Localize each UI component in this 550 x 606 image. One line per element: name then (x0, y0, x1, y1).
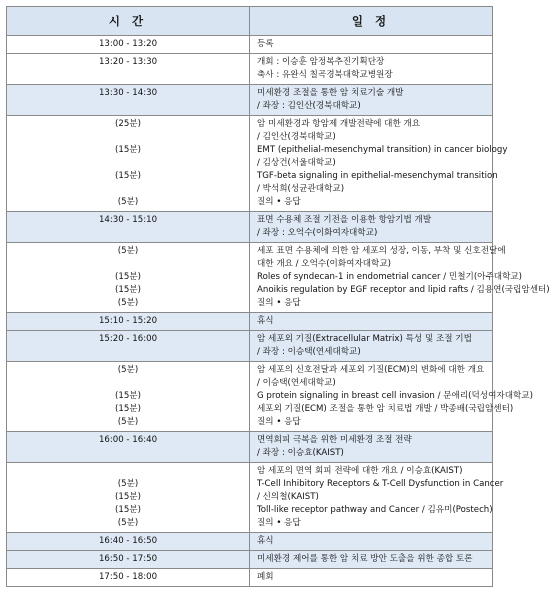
time-label: 16:50 - 17:50 (98, 554, 158, 564)
time-label: 15:20 - 16:00 (98, 334, 158, 344)
time-cell (7, 432, 250, 463)
time-label: (15분) (115, 145, 141, 155)
program-line: 질의 • 응답 (257, 197, 301, 207)
time-cell (7, 463, 250, 533)
program-line: Roles of syndecan-1 in endometrial cancer / 민철기(아주대학교) (257, 272, 523, 282)
time-label: 16:00 - 16:40 (98, 435, 158, 445)
time-label: (15분) (115, 404, 141, 414)
schedule-row (7, 243, 493, 313)
program-line: 등록 (257, 39, 274, 49)
time-label: 13:20 - 13:30 (98, 57, 158, 67)
time-cell (7, 243, 250, 313)
program-line: 표면 수용체 조절 기전을 이용한 항암기법 개발 (257, 215, 432, 225)
program-cell (250, 243, 550, 313)
program-line: Anoikis regulation by EGF receptor and lipid rafts / 김용연(국립암센터) (257, 285, 550, 295)
time-label (9, 157, 247, 170)
time-label: 17:50 - 18:00 (98, 572, 158, 582)
time-label: 13:30 - 14:30 (98, 88, 158, 98)
time-label (9, 131, 247, 144)
time-cell (7, 569, 250, 587)
program-line: / 좌장 : 오억수(이화여자대학교) (257, 228, 378, 238)
time-label: (15분) (115, 505, 141, 515)
time-label: (15분) (115, 492, 141, 502)
program-cell (250, 432, 493, 463)
time-cell (7, 54, 250, 85)
schedule-row (7, 36, 493, 54)
time-label: 13:00 - 13:20 (98, 39, 158, 49)
time-label: (5분) (117, 246, 139, 256)
time-cell (7, 313, 250, 331)
schedule-row (7, 362, 493, 432)
time-cell (7, 331, 250, 362)
program-line: / 김인산(경북대학교) (257, 132, 336, 142)
schedule-row (7, 313, 493, 331)
program-cell (250, 533, 493, 551)
time-cell (7, 36, 250, 54)
schedule-row (7, 85, 493, 116)
time-label: 15:10 - 15:20 (98, 316, 158, 326)
program-line: 휴식 (257, 536, 274, 546)
program-line: 휴식 (257, 316, 274, 326)
program-line: 면역회피 극복을 위한 미세환경 조절 전략 (257, 435, 412, 445)
program-cell (250, 116, 508, 212)
schedule-row (7, 116, 493, 212)
time-label (9, 377, 247, 390)
program-cell (250, 569, 493, 587)
program-line: 미세환경 조절을 통한 암 치료기술 개발 (257, 88, 404, 98)
program-cell (250, 212, 493, 243)
time-label: (15분) (115, 391, 141, 401)
schedule-row (7, 533, 493, 551)
program-line: 암 미세환경과 항암제 개발전략에 대한 개요 (257, 119, 421, 129)
program-line: / 이승택(연세대학교) (257, 378, 336, 388)
program-cell (250, 362, 533, 432)
program-cell (250, 331, 493, 362)
time-cell (7, 116, 250, 212)
schedule-row (7, 463, 493, 533)
program-line: 대한 개요 / 오억수(이화여자대학교) (257, 259, 392, 269)
program-line: TGF-beta signaling in epithelial-mesenchymal transition (257, 171, 498, 181)
program-line: 개회 : 이승훈 암정복추진기획단장 (257, 57, 385, 67)
schedule-row (7, 212, 493, 243)
program-line: 미세환경 제어를 통한 암 치료 방안 도출을 위한 종합 토론 (257, 554, 473, 564)
time-label: 14:30 - 15:10 (98, 215, 158, 225)
time-label: (5분) (117, 518, 139, 528)
time-label: (5분) (117, 365, 139, 375)
time-label: (5분) (117, 417, 139, 427)
time-label (9, 258, 247, 271)
program-line: 암 세포외 기질(Extracellular Matrix) 특성 및 조절 기법 (257, 334, 472, 344)
program-cell (250, 85, 493, 116)
program-line: / 좌장 : 김인산(경북대학교) (257, 101, 361, 111)
time-label: (15분) (115, 285, 141, 295)
program-line: T-Cell Inhibitory Receptors & T-Cell Dysfunction in Cancer (257, 479, 504, 489)
program-line: 폐회 (257, 572, 274, 582)
time-label: (5분) (117, 298, 139, 308)
program-cell (250, 313, 493, 331)
schedule-row (7, 331, 493, 362)
time-cell (7, 551, 250, 569)
program-line: Toll-like receptor pathway and Cancer / 김유미(Postech) (257, 505, 493, 515)
schedule-row (7, 569, 493, 587)
time-cell (7, 533, 250, 551)
program-line: 질의 • 응답 (257, 417, 301, 427)
program-line: / 좌장 : 이승효(KAIST) (257, 448, 344, 458)
program-line: 암 세포의 면역 회피 전략에 대한 개요 / 이승효(KAIST) (257, 466, 463, 476)
program-line: 암 세포의 신호전달과 세포외 기질(ECM)의 변화에 대한 개요 (257, 365, 485, 375)
schedule-row (7, 432, 493, 463)
program-cell (250, 54, 493, 85)
program-line: 축사 : 유완식 칠곡경북대학교병원장 (257, 70, 393, 80)
program-line: 질의 • 응답 (257, 298, 301, 308)
program-line: / 김상건(서울대학교) (257, 158, 336, 168)
program-line: 질의 • 응답 (257, 518, 301, 528)
program-cell (250, 551, 493, 569)
time-label: (15분) (115, 272, 141, 282)
time-cell (7, 212, 250, 243)
schedule-row (7, 551, 493, 569)
time-label: (5분) (117, 479, 139, 489)
time-label: (15분) (115, 171, 141, 181)
program-line: / 신의철(KAIST) (257, 492, 319, 502)
program-line: / 박석희(성균관대학교) (257, 184, 345, 194)
schedule-table (6, 6, 550, 587)
program-header: 일 정 (250, 7, 493, 36)
time-cell (7, 362, 250, 432)
time-label: 16:40 - 16:50 (98, 536, 158, 546)
time-label: (5분) (117, 197, 139, 207)
time-label: (25분) (115, 119, 141, 129)
program-cell (250, 463, 504, 533)
time-cell (7, 85, 250, 116)
schedule-body (7, 36, 550, 587)
header-row (7, 7, 493, 36)
program-line: G protein signaling in breast cell invasion / 문애리(덕성여자대학교) (257, 391, 533, 401)
schedule-row (7, 54, 493, 85)
program-cell (250, 36, 493, 54)
program-line: / 좌장 : 이승택(연세대학교) (257, 347, 361, 357)
time-label (9, 183, 247, 196)
time-header: 시 간 (7, 7, 250, 36)
program-line: 세포 표면 수용체에 의한 암 세포의 성장, 이동, 부착 및 신호전달에 (257, 246, 506, 256)
program-line: EMT (epithelial-mesenchymal transition) in cancer biology (257, 145, 508, 155)
program-line: 세포외 기질(ECM) 조절을 통한 암 치료법 개발 / 박종배(국립암센터) (257, 404, 514, 414)
